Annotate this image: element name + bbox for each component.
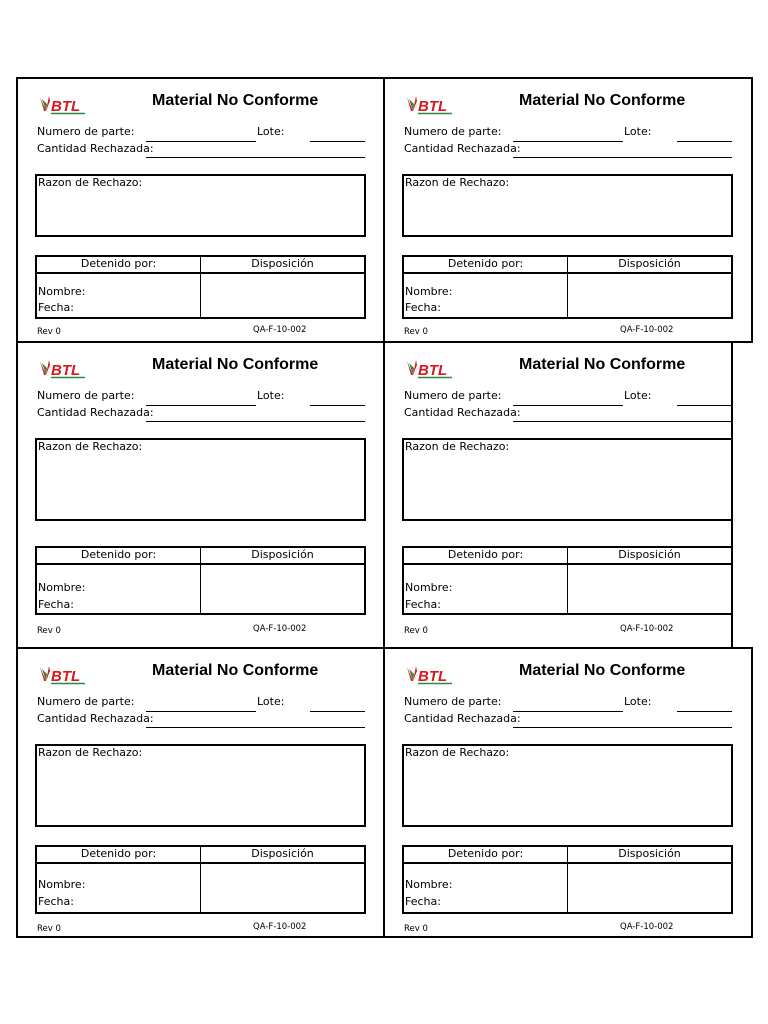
rejected-qty-field[interactable] xyxy=(513,157,732,158)
btl-logo-icon xyxy=(38,93,88,115)
logo-wordmark: BTL xyxy=(418,668,448,685)
part-number-field[interactable] xyxy=(146,405,256,406)
held-by-header: Detenido por: xyxy=(447,257,524,270)
lot-label: Lote: xyxy=(624,125,652,138)
held-by-header: Detenido por: xyxy=(80,257,157,270)
rejected-qty-field[interactable] xyxy=(146,421,365,422)
rejection-reason-label: Razon de Rechazo: xyxy=(38,440,143,453)
lot-field[interactable] xyxy=(310,405,365,406)
disposition-header: Disposición xyxy=(618,548,681,561)
lot-label: Lote: xyxy=(257,389,285,402)
rejection-reason-label: Razon de Rechazo: xyxy=(38,176,143,189)
document-code: QA-F-10-002 xyxy=(253,624,307,634)
btl-logo xyxy=(405,357,455,379)
lot-field[interactable] xyxy=(677,141,732,142)
lot-field[interactable] xyxy=(310,711,365,712)
disposition-header: Disposición xyxy=(251,847,314,860)
part-number-field[interactable] xyxy=(513,405,623,406)
held-by-header: Detenido por: xyxy=(447,548,524,561)
name-label: Nombre: xyxy=(405,285,453,298)
part-number-label: Numero de parte: xyxy=(37,125,135,138)
logo-wordmark: BTL xyxy=(51,362,81,379)
form-title: Material No Conforme xyxy=(152,356,319,373)
revision-label: Rev 0 xyxy=(37,327,61,337)
disposition-header: Disposición xyxy=(251,548,314,561)
date-label: Fecha: xyxy=(405,301,441,314)
rejected-qty-field[interactable] xyxy=(146,727,365,728)
name-label: Nombre: xyxy=(38,285,86,298)
name-label: Nombre: xyxy=(38,581,86,594)
part-number-field[interactable] xyxy=(513,711,623,712)
rejected-qty-label: Cantidad Rechazada: xyxy=(404,406,521,419)
part-number-label: Numero de parte: xyxy=(404,389,502,402)
name-label: Nombre: xyxy=(38,878,86,891)
nonconforming-label xyxy=(16,77,386,343)
part-number-label: Numero de parte: xyxy=(404,695,502,708)
btl-logo xyxy=(38,93,88,115)
rejection-reason-label: Razon de Rechazo: xyxy=(405,440,510,453)
rejection-reason-box[interactable] xyxy=(402,744,733,827)
lot-label: Lote: xyxy=(257,125,285,138)
lot-field[interactable] xyxy=(677,711,732,712)
disposition-header: Disposición xyxy=(251,257,314,270)
btl-logo xyxy=(405,663,455,685)
rejection-reason-box[interactable] xyxy=(402,174,733,237)
form-title: Material No Conforme xyxy=(519,356,686,373)
held-by-header: Detenido por: xyxy=(447,847,524,860)
date-label: Fecha: xyxy=(405,598,441,611)
btl-logo xyxy=(405,93,455,115)
btl-logo-icon xyxy=(405,93,455,115)
date-label: Fecha: xyxy=(38,301,74,314)
revision-label: Rev 0 xyxy=(37,924,61,934)
rejection-reason-box[interactable] xyxy=(35,174,366,237)
part-number-label: Numero de parte: xyxy=(37,389,135,402)
form-title: Material No Conforme xyxy=(152,662,319,679)
nonconforming-label xyxy=(383,77,753,343)
part-number-label: Numero de parte: xyxy=(404,125,502,138)
document-code: QA-F-10-002 xyxy=(620,922,674,932)
disposition-header: Disposición xyxy=(618,257,681,270)
part-number-field[interactable] xyxy=(513,141,623,142)
document-code: QA-F-10-002 xyxy=(253,325,307,335)
btl-logo-icon xyxy=(405,357,455,379)
rejection-reason-label: Razon de Rechazo: xyxy=(405,746,510,759)
nonconforming-label xyxy=(16,647,386,938)
form-title: Material No Conforme xyxy=(519,662,686,679)
held-by-header: Detenido por: xyxy=(80,548,157,561)
rejected-qty-field[interactable] xyxy=(146,157,365,158)
document-code: QA-F-10-002 xyxy=(620,624,674,634)
rejection-reason-box[interactable] xyxy=(35,438,366,521)
hold-disposition-table xyxy=(402,845,733,914)
hold-disposition-table xyxy=(35,546,366,615)
nonconforming-label xyxy=(383,647,753,938)
name-label: Nombre: xyxy=(405,878,453,891)
btl-logo-icon xyxy=(38,357,88,379)
logo-wordmark: BTL xyxy=(418,362,448,379)
lot-field[interactable] xyxy=(310,141,365,142)
rejected-qty-label: Cantidad Rechazada: xyxy=(37,712,154,725)
rejected-qty-label: Cantidad Rechazada: xyxy=(37,142,154,155)
rejection-reason-label: Razon de Rechazo: xyxy=(405,176,510,189)
lot-label: Lote: xyxy=(624,389,652,402)
document-code: QA-F-10-002 xyxy=(620,325,674,335)
revision-label: Rev 0 xyxy=(37,626,61,636)
nonconforming-label xyxy=(383,341,733,649)
rejected-qty-label: Cantidad Rechazada: xyxy=(404,712,521,725)
revision-label: Rev 0 xyxy=(404,327,428,337)
logo-wordmark: BTL xyxy=(51,98,81,115)
rejected-qty-field[interactable] xyxy=(513,421,732,422)
hold-disposition-table xyxy=(402,255,733,319)
rejection-reason-box[interactable] xyxy=(402,438,733,521)
document-code: QA-F-10-002 xyxy=(253,922,307,932)
rejection-reason-label: Razon de Rechazo: xyxy=(38,746,143,759)
hold-disposition-table xyxy=(402,546,733,615)
date-label: Fecha: xyxy=(38,895,74,908)
disposition-header: Disposición xyxy=(618,847,681,860)
revision-label: Rev 0 xyxy=(404,626,428,636)
date-label: Fecha: xyxy=(405,895,441,908)
logo-wordmark: BTL xyxy=(418,98,448,115)
date-label: Fecha: xyxy=(38,598,74,611)
rejected-qty-field[interactable] xyxy=(513,727,732,728)
lot-label: Lote: xyxy=(257,695,285,708)
revision-label: Rev 0 xyxy=(404,924,428,934)
btl-logo xyxy=(38,663,88,685)
held-by-header: Detenido por: xyxy=(80,847,157,860)
part-number-label: Numero de parte: xyxy=(37,695,135,708)
form-title: Material No Conforme xyxy=(152,92,319,109)
part-number-field[interactable] xyxy=(146,141,256,142)
btl-logo-icon xyxy=(405,663,455,685)
name-label: Nombre: xyxy=(405,581,453,594)
nonconforming-label xyxy=(16,341,386,649)
lot-field[interactable] xyxy=(677,405,732,406)
hold-disposition-table xyxy=(35,845,366,914)
hold-disposition-table xyxy=(35,255,366,319)
logo-wordmark: BTL xyxy=(51,668,81,685)
rejection-reason-box[interactable] xyxy=(35,744,366,827)
part-number-field[interactable] xyxy=(146,711,256,712)
btl-logo xyxy=(38,357,88,379)
lot-label: Lote: xyxy=(624,695,652,708)
btl-logo-icon xyxy=(38,663,88,685)
form-title: Material No Conforme xyxy=(519,92,686,109)
rejected-qty-label: Cantidad Rechazada: xyxy=(37,406,154,419)
rejected-qty-label: Cantidad Rechazada: xyxy=(404,142,521,155)
